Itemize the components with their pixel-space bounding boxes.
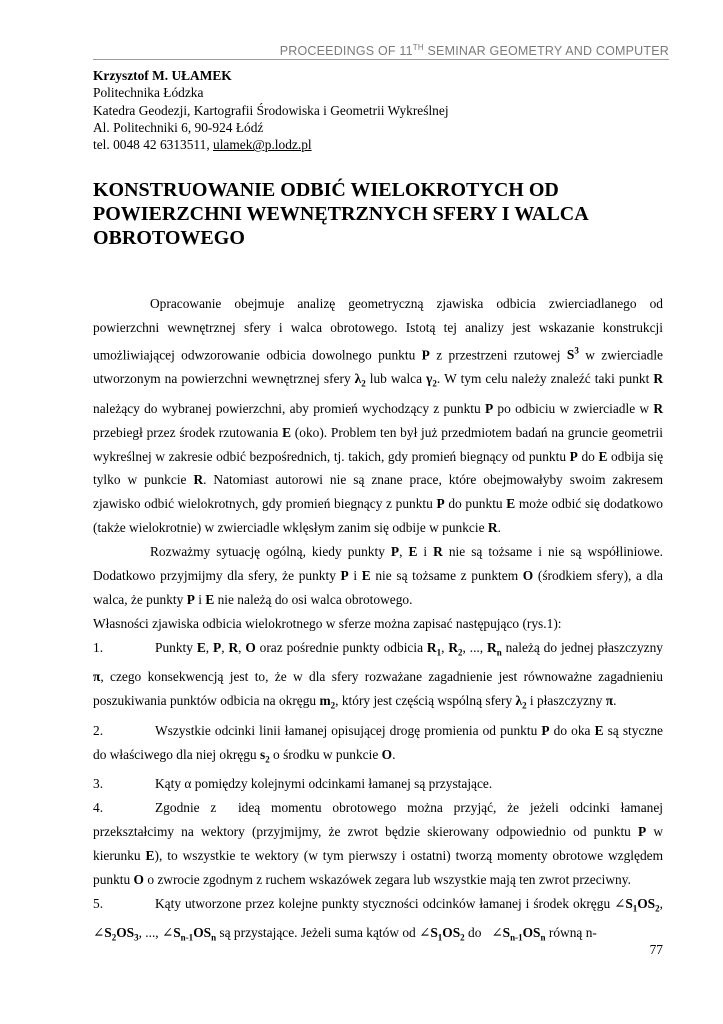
paragraph: Opracowanie obejmuje analizę geometryczną zjawiska odbicia zwierciadlanego od powierzchni wewnętrznej sfery i walca obrotowego. Istotą tej analizy jest wskazanie konstrukcji umożliwiającej odwzorowanie odbicia dowolnego punktu P z przestrzeni rzutowej $S^3$ w zwierciadle utworzonym na powierzchni wewnętrznej sfery $\lambda_2$ lub walca $\gamma_2$. W tym celu należy znaleźć taki punkt R należący do wybranej powierzchni, aby promień wychodzący z punktu P po odbiciu w zwierciadle w R przebiegł przez środek rzutowania E (oko). Problem ten był już przedmiotem badań na gruncie geometrii wykreślnej w zakresie odbić bezpośrednich, tj. takich, gdy promień biegnący od punktu P do E odbija się tylko w punkcie R. Natomiast autorowi nie są znane prace, które obejmowałyby swoim zakresem zjawisko odbić wielokrotnych, gdy promień biegnący z punktu P do punktu E może odbić się dodatkowo (także wielokrotnie) w zwierciadle wklęsłym zanim się odbije w punkcie R. <box>93 296 664 536</box>
running-header: PROCEEDINGS OF 11TH SEMINAR GEOMETRY AND COMPUTER <box>93 43 669 60</box>
email-link[interactable]: ulamek@p.lodz.pl <box>213 137 312 153</box>
author-name: Krzysztof M. UŁAMEK <box>93 68 232 83</box>
list-item: 5. Kąty utworzone przez kolejne punkty styczności odcinków łamanej i środek okręgu $\angle S_1OS_2$, $\angle S_2OS_3$, ..., $\angle S_{n-1}OS_n$ są przystające. Jeżeli suma kątów od $\angle S_1OS_2$ do $\angle S_{n-1}OS_n$ równą n- <box>93 895 663 944</box>
page-number: 77 <box>649 942 663 957</box>
author-address: Al. Politechniki 6, 90-924 Łódź <box>93 119 264 135</box>
list-item: 4. Zgodnie z ideą momentu obrotowego można przyjąć, że jeżeli odcinki łamanej przekształcimy na wektory (przyjmijmy, że zwrot będzie skierowany odpowiednio od punktu P w kierunku E), to wszystkie te wektory (w tym pierwszy i ostatni) tworzą momenty obrotowe względem punktu O o zwrocie zgodnym z ruchem wskazówek zegara lub wszystkie mają ten zwrot przeciwny. <box>93 800 663 887</box>
author-block <box>93 67 449 153</box>
list-item: 3. Kąty α pomiędzy kolejnymi odcinkami łamanej są przystające. <box>93 776 493 792</box>
paper-title: KONSTRUOWANIE ODBIĆ WIELOKROTYCH OD POWIERZCHNI WEWNĘTRZNYCH SFERY I WALCA OBROTOWEGO <box>93 179 588 249</box>
author-affiliation: Politechnika Łódzka <box>93 85 204 101</box>
list-item: 2. Wszystkie odcinki linii łamanej opisującej drogę promienia od punktu P do oka E są styczne do właściwego dla niej okręgu $s_2$ o środku w punkcie O. <box>93 722 663 765</box>
paragraph: Własności zjawiska odbicia wielokrotnego w sferze można zapisać następująco (rys.1): <box>93 615 562 631</box>
list-item: 1. Punkty E, P, R, O oraz pośrednie punkty odbicia $R_1$, $R_2$, ..., $R_n$ należą do jednej płaszczyzny π, czego konsekwencją jest to, że w dla sfery rozważane zagadnienie jest równoważne zagadnieniu poszukiwania punktów odbicia na okręgu $m_2$, który jest częścią wspólną sfery $\lambda_2$ i płaszczyzny π. <box>93 639 663 711</box>
paragraph: Rozważmy sytuację ogólną, kiedy punkty P, E i R nie są tożsame i nie są współliniowe. Dodatkowo przyjmijmy dla sfery, że punkty P i E nie są tożsame z punktem O (środkiem sfery), a dla walca, że punkty P i E nie należą do osi walca obrotowego. <box>93 544 664 608</box>
author-department: Katedra Geodezji, Kartografii Środowiska i Geometrii Wykreślnej <box>93 102 449 118</box>
author-contact: tel. 0048 42 6313511, ulamek@p.lodz.pl <box>93 137 312 153</box>
body-text <box>93 292 663 951</box>
